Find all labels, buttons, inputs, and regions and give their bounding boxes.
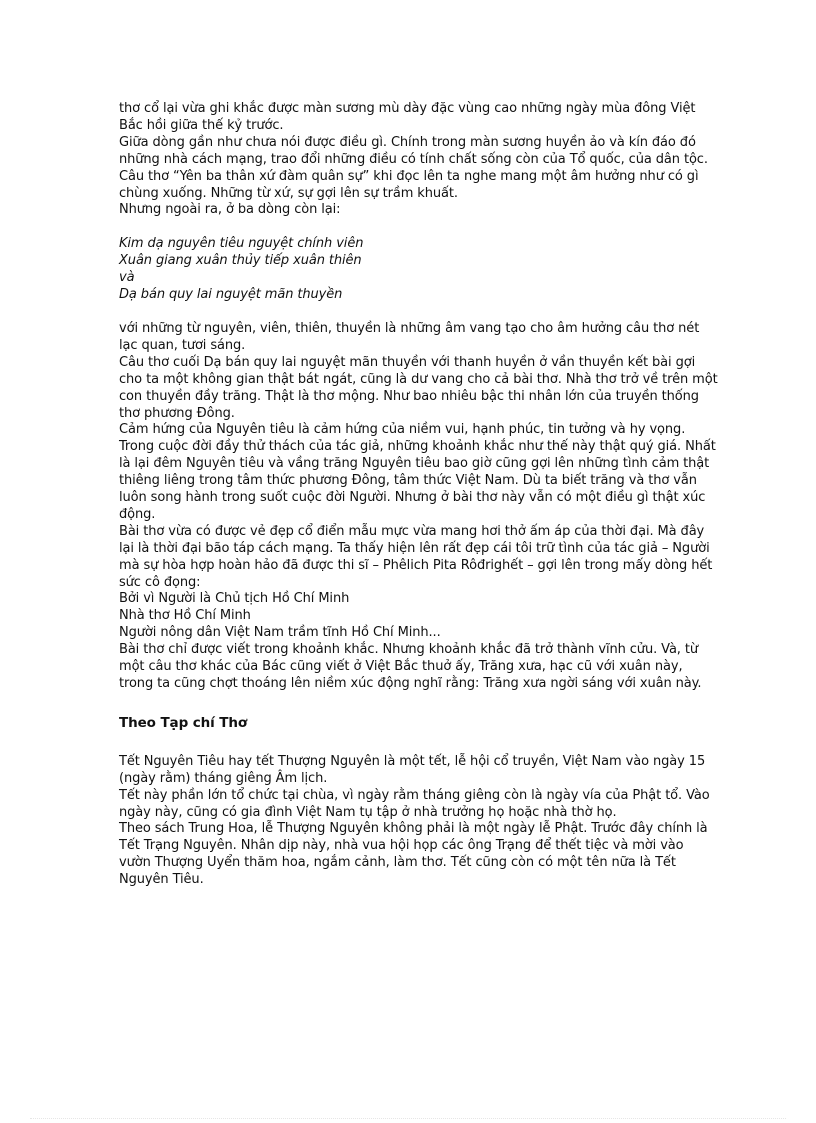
poem-line: Dạ bán quy lai nguyệt mãn thuyền	[119, 287, 343, 303]
spacer	[119, 219, 719, 236]
document-page	[119, 101, 719, 889]
poem-line: và	[119, 270, 135, 286]
spacer	[119, 693, 719, 715]
quote-line: Người nông dân Việt Nam trầm tĩnh Hồ Chí Minh...	[119, 625, 441, 641]
paragraph: Giữa dòng gần như chưa nói được điều gì. Chính trong màn sương huyền ảo và kín đáo đó những nhà cách mạng, trao đổi những điều có tính chất sống còn của Tổ quốc, của dân tộc. Câu thơ “Yên ba thân xứ đàm quân sự” khi đọc lên ta nghe mang một âm hưởng như có gì chùng xuống. Những từ xứ, sự gợi lên sự trầm khuất.	[119, 134, 708, 201]
paragraph: Nhưng ngoài ra, ở ba dòng còn lại:	[119, 202, 341, 218]
page-footer-divider	[30, 1118, 786, 1119]
paragraph: thơ cổ lại vừa ghi khắc được màn sương mù dày đặc vùng cao những ngày mùa đông Việt Bắc hồi giữa thế kỷ trước.	[119, 101, 696, 133]
spacer	[119, 732, 719, 754]
poem-line: Kim dạ nguyên tiêu nguyệt chính viên	[119, 236, 364, 252]
paragraph: Câu thơ cuối Dạ bán quy lai nguyệt mãn thuyền với thanh huyền ở vần thuyền kết bài gợi cho ta một không gian thật bát ngát, cũng là dư vang cho cả bài thơ. Nhà thơ trở về trên một con thuyền đầy trăng. Thật là thơ mộng. Như bao nhiêu bậc thi nhân lớn của truyền thống thơ phương Đông.	[119, 354, 718, 421]
paragraph: với những từ nguyên, viên, thiên, thuyền là những âm vang tạo cho âm hưởng câu thơ nét lạc quan, tươi sáng.	[119, 320, 700, 353]
paragraph: Bài thơ vừa có được vẻ đẹp cổ điển mẫu mực vừa mang hơi thở ấm áp của thời đại. Mà đây lại là thời đại bão táp cách mạng. Ta thấy hiện lên rất đẹp cái tôi trữ tình của tác giả – Người mà sự hòa hợp hoàn hảo đã được thi sĩ – Phêlich Pita Rôđrighết – gợi lên trong mấy dòng hết sức cô đọng:	[119, 523, 713, 590]
quote-line: Nhà thơ Hồ Chí Minh	[119, 608, 251, 624]
paragraph: Theo sách Trung Hoa, lễ Thượng Nguyên không phải là một ngày lễ Phật. Trước đây chính là Tết Trạng Nguyên. Nhân dịp này, nhà vua hội họp các ông Trạng để thết tiệc và mời vào vườn Thượng Uyển thăm hoa, ngắm cảnh, làm thơ. Tết cũng còn có một tên nữa là Tết Nguyên Tiêu.	[119, 821, 708, 888]
paragraph: Bài thơ chỉ được viết trong khoảnh khắc. Nhưng khoảnh khắc đã trở thành vĩnh cửu. Và, từ một câu thơ khác của Bác cũng viết ở Việt Bắc thuở ấy, Trăng xưa, hạc cũ với xuân này, trong ta cũng chợt thoáng lên niềm xúc động nghĩ rằng: Trăng xưa ngời sáng với xuân này.	[119, 642, 702, 691]
source-heading: Theo Tạp chí Thơ	[119, 714, 248, 731]
paragraph: Tết này phần lớn tổ chức tại chùa, vì ngày rằm tháng giêng còn là ngày vía của Phật tổ. Vào ngày này, cũng có gia đình Việt Nam tụ tập ở nhà trưởng họ hoặc nhà thờ họ.	[119, 787, 710, 820]
paragraph: Tết Nguyên Tiêu hay tết Thượng Nguyên là một tết, lễ hội cổ truyền, Việt Nam vào ngày 15 (ngày rằm) tháng giêng Âm lịch.	[119, 753, 706, 786]
poem-line: Xuân giang xuân thủy tiếp xuân thiên	[119, 253, 362, 269]
quote-line: Bởi vì Người là Chủ tịch Hồ Chí Minh	[119, 591, 350, 607]
paragraph: Cảm hứng của Nguyên tiêu là cảm hứng của niềm vui, hạnh phúc, tin tưởng và hy vọng. Trong cuộc đời đầy thử thách của tác giả, những khoảnh khắc như thế này thật quý giá. Nhất là lại đêm Nguyên tiêu và vầng trăng Nguyên tiêu bao giờ cũng gợi lên những tình cảm thật thiêng liêng trong tâm thức phương Đông, tâm thức Việt Nam. Dù ta biết trăng và thơ vẫn luôn song hành trong suốt cuộc đời Người. Nhưng ở bài thơ này vẫn có một điều gì thật xúc động.	[119, 422, 716, 522]
spacer	[119, 304, 719, 321]
